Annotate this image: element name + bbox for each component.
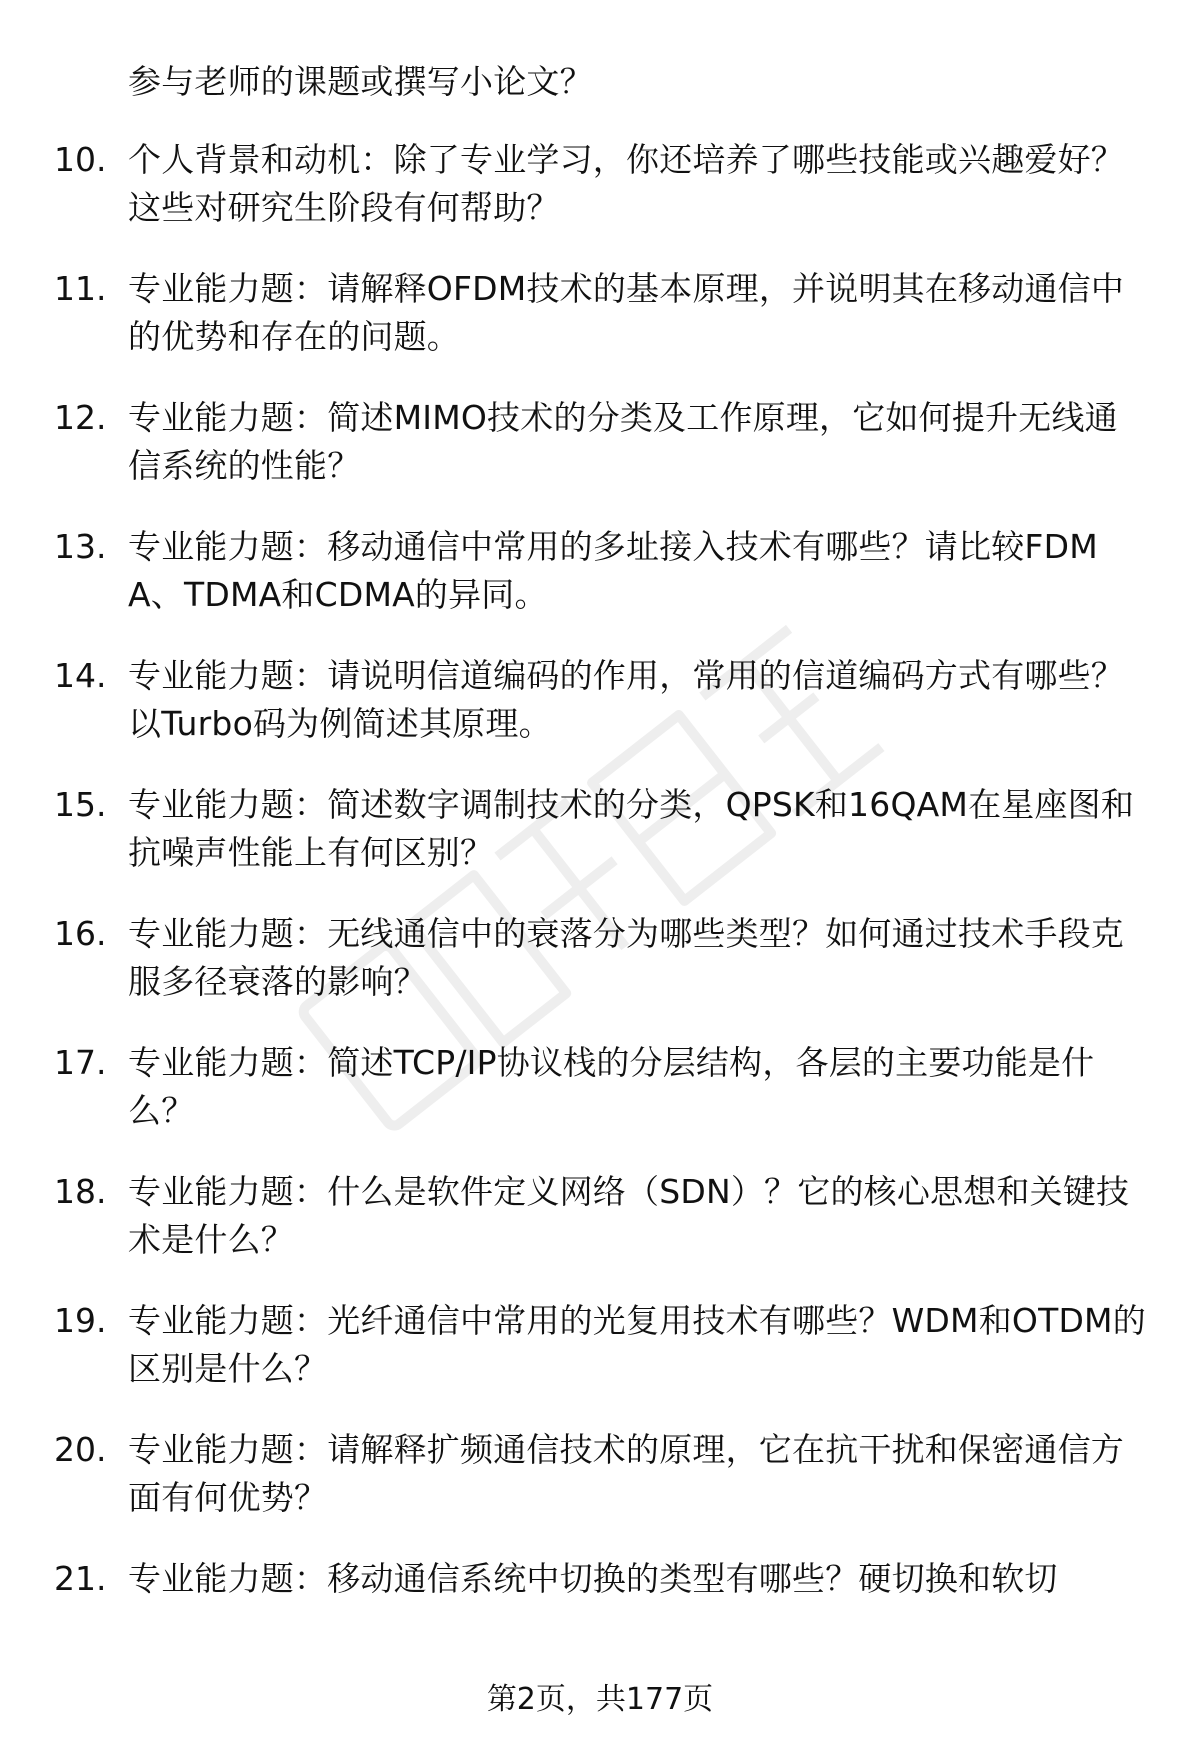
list-item: [0, 265, 1200, 365]
list-item: [0, 1039, 1200, 1139]
question-number: 10.: [54, 140, 107, 179]
list-item: [0, 394, 1200, 494]
list-item: [0, 910, 1200, 1010]
question-text: 专业能力题：什么是软件定义网络（SDN）？它的核心思想和关键技术是什么？: [128, 1172, 1130, 1259]
question-number: 18.: [54, 1172, 107, 1211]
question-number: 16.: [54, 914, 107, 953]
page-number-footer: 第2页，共177页: [486, 1682, 714, 1717]
question-text: 专业能力题：简述MIMO技术的分类及工作原理，它如何提升无线通信系统的性能？: [128, 398, 1118, 485]
list-item: [0, 781, 1200, 881]
question-number: 21.: [54, 1559, 107, 1598]
question-text: 专业能力题：移动通信中常用的多址接入技术有哪些？请比较FDMA、TDMA和CDMA的异同。: [128, 527, 1098, 614]
question-text: 专业能力题：请说明信道编码的作用，常用的信道编码方式有哪些？以Turbo码为例简述其原理。: [128, 656, 1124, 743]
question-text: 专业能力题：光纤通信中常用的光复用技术有哪些？WDM和OTDM的区别是什么？: [128, 1301, 1146, 1388]
question-text: 专业能力题：请解释扩频通信技术的原理，它在抗干扰和保密通信方面有何优势？: [128, 1430, 1124, 1517]
list-item: [0, 1555, 1200, 1655]
question-number: 17.: [54, 1043, 107, 1082]
list-item: [0, 1426, 1200, 1526]
question-number: 11.: [54, 269, 107, 308]
list-item: [0, 1297, 1200, 1397]
question-text: 专业能力题：移动通信系统中切换的类型有哪些？硬切换和软切: [128, 1559, 1058, 1598]
continued-question-text: 参与老师的课题或撰写小论文？: [128, 62, 593, 101]
list-item: [0, 652, 1200, 752]
list-item: [0, 136, 1200, 236]
question-number: 12.: [54, 398, 107, 437]
question-number: 13.: [54, 527, 107, 566]
question-text: 专业能力题：简述数字调制技术的分类，QPSK和16QAM在星座图和抗噪声性能上有何区别？: [128, 785, 1135, 872]
question-text: 专业能力题：无线通信中的衰落分为哪些类型？如何通过技术手段克服多径衰落的影响？: [128, 914, 1124, 1001]
question-number: 15.: [54, 785, 107, 824]
question-text: 专业能力题：简述TCP/IP协议栈的分层结构，各层的主要功能是什么？: [128, 1043, 1095, 1130]
question-number: 14.: [54, 656, 107, 695]
list-item: [0, 1168, 1200, 1268]
question-number: 19.: [54, 1301, 107, 1340]
question-text: 专业能力题：请解释OFDM技术的基本原理，并说明其在移动通信中的优势和存在的问题。: [128, 269, 1125, 356]
question-number: 20.: [54, 1430, 107, 1469]
list-item: [0, 523, 1200, 623]
question-text: 个人背景和动机：除了专业学习，你还培养了哪些技能或兴趣爱好？这些对研究生阶段有何帮助？: [128, 140, 1124, 227]
